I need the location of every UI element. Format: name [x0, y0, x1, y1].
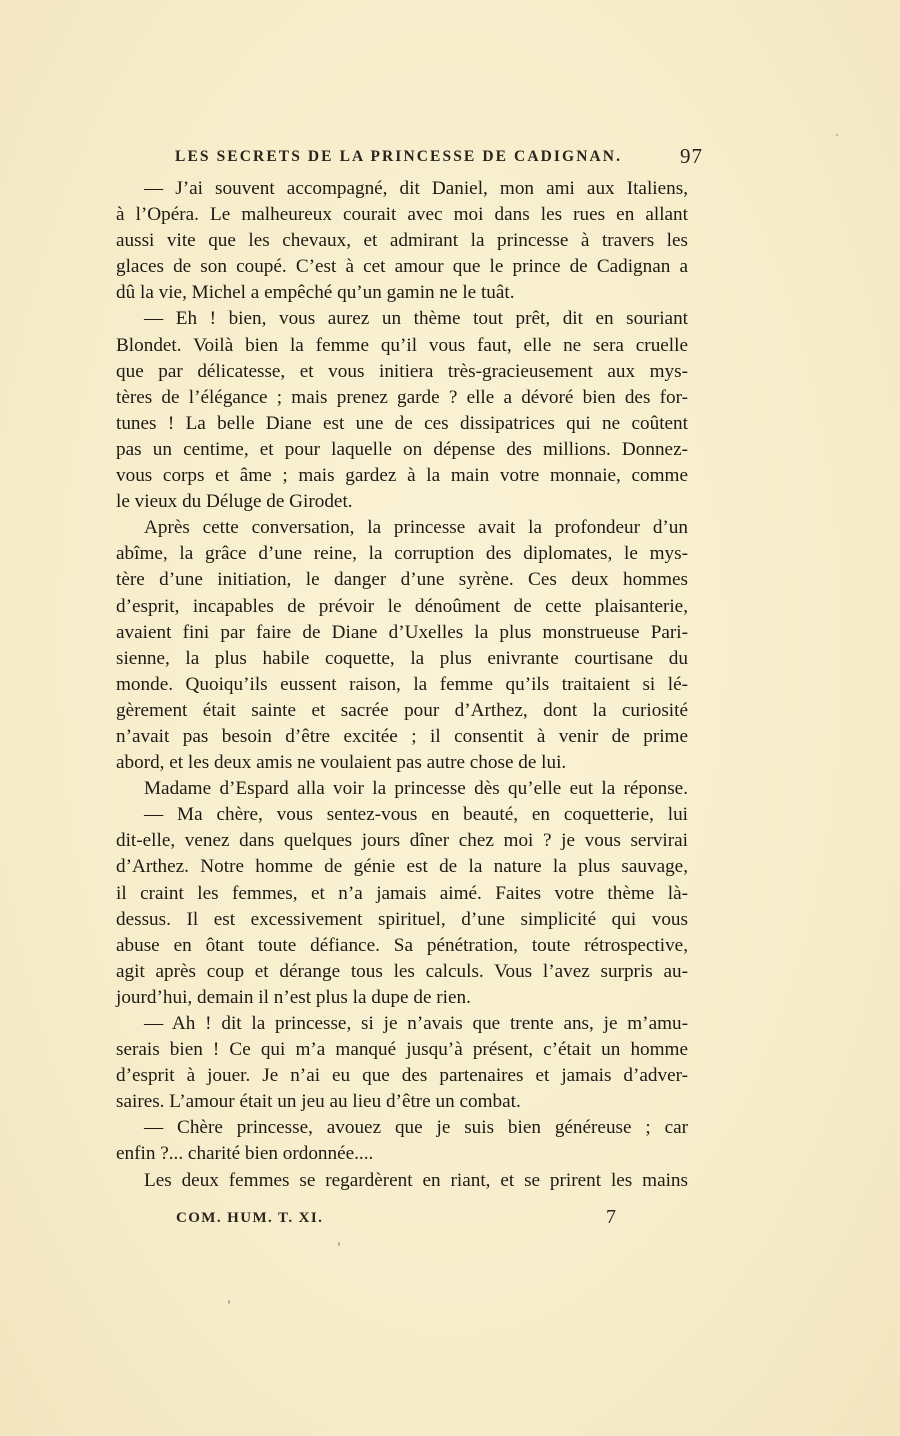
body-text — [116, 176, 688, 1194]
running-title: LES SECRETS DE LA PRINCESSE DE CADIGNAN. — [175, 148, 623, 165]
text-line: — Chère princesse, avouez que je suis bien généreuse ; car — [144, 1117, 688, 1139]
text-line: d’esprit à jouer. Je n’ai eu que des partenaires et jamais d’adver- — [116, 1065, 688, 1087]
text-line: pas un centime, et pour laquelle on dépense des millions. Donnez- — [116, 438, 688, 460]
text-line: n’avait pas besoin d’être excitée ; il consentit à venir de prime — [116, 725, 688, 747]
text-line: dû la vie, Michel a empêché qu’un gamin ne le tuât. — [116, 282, 515, 304]
text-line: — Eh ! bien, vous aurez un thème tout prêt, dit en souriant — [144, 308, 688, 330]
text-line: Blondet. Voilà bien la femme qu’il vous faut, elle ne sera cruelle — [116, 334, 688, 356]
text-line: — Ah ! dit la princesse, si je n’avais que trente ans, je m’amu- — [144, 1013, 688, 1034]
text-line: Madame d’Espard alla voir la princesse dès qu’elle eut la réponse. — [144, 778, 688, 800]
text-line: tunes ! La belle Diane est une de ces dissipatrices qui ne coûtent — [116, 412, 688, 434]
text-line: dit-elle, venez dans quelques jours dîner chez moi ? je vous servirai — [116, 830, 688, 852]
text-line: Les deux femmes se regardèrent en riant, et se prirent les mains — [144, 1169, 688, 1191]
paper-speck — [338, 1242, 340, 1246]
signature-number: 7 — [606, 1206, 616, 1228]
text-line: tère d’une initiation, le danger d’une syrène. Ces deux hommes — [116, 569, 688, 591]
text-line: dessus. Il est excessivement spirituel, d’une simplicité qui vous — [116, 908, 688, 930]
text-line: monde. Quoiqu’ils eussent raison, la femme qu’ils traitaient si lé- — [116, 673, 688, 695]
text-line: avaient fini par faire de Diane d’Uxelles la plus monstrueuse Pari- — [116, 621, 688, 643]
paper-speck — [228, 1300, 230, 1304]
text-line: d’Arthez. Notre homme de génie est de la nature la plus sauvage, — [116, 856, 688, 878]
text-line: abîme, la grâce d’une reine, la corruption des diplomates, le mys- — [116, 543, 688, 565]
text-line: il craint les femmes, et n’a jamais aimé. Faites votre thème là- — [116, 882, 688, 904]
text-line: — Ma chère, vous sentez-vous en beauté, en coquetterie, lui — [144, 804, 688, 826]
text-line: jourd’hui, demain il n’est plus la dupe de rien. — [116, 986, 471, 1008]
text-line: abuse en ôtant toute défiance. Sa pénétration, toute rétrospective, — [116, 934, 688, 956]
text-line: le vieux du Déluge de Girodet. — [116, 491, 353, 513]
text-line: enfin ?... charité bien ordonnée.... — [116, 1143, 374, 1165]
text-line: tères de l’élégance ; mais prenez garde ? elle a dévoré bien des for- — [116, 386, 688, 408]
text-line: sienne, la plus habile coquette, la plus enivrante courtisane du — [116, 647, 688, 669]
text-line: vous corps et âme ; mais gardez à la main votre monnaie, comme — [116, 465, 688, 487]
text-line: serais bien ! Ce qui m’a manqué jusqu’à présent, c’était un homme — [116, 1039, 688, 1061]
text-line: agit après coup et dérange tous les calculs. Vous l’avez surpris au- — [116, 960, 688, 982]
text-line: à l’Opéra. Le malheureux courait avec moi dans les rues en allant — [116, 204, 688, 226]
text-line: saires. L’amour était un jeu au lieu d’être un combat. — [116, 1091, 521, 1113]
text-line: que par délicatesse, et vous initiera très-gracieusement aux mys- — [116, 360, 688, 382]
text-line: — J’ai souvent accompagné, dit Daniel, mon ami aux Italiens, — [144, 178, 688, 199]
text-line: Après cette conversation, la princesse avait la profondeur d’un — [144, 517, 688, 539]
text-line: glaces de son coupé. C’est à cet amour que le prince de Cadignan a — [116, 256, 688, 278]
paper-speck — [836, 134, 838, 136]
text-line: gèrement était sainte et sacrée pour d’Arthez, dont la curiosité — [116, 699, 688, 721]
text-line: abord, et les deux amis ne voulaient pas autre chose de lui. — [116, 752, 567, 774]
printer-signature: COM. HUM. T. XI. — [176, 1210, 324, 1226]
running-head — [175, 146, 705, 170]
text-line: d’esprit, incapables de prévoir le dénoûment de cette plaisanterie, — [116, 595, 688, 617]
page-number: 97 — [680, 144, 703, 168]
text-line: aussi vite que les chevaux, et admirant la princesse à travers les — [116, 230, 688, 252]
